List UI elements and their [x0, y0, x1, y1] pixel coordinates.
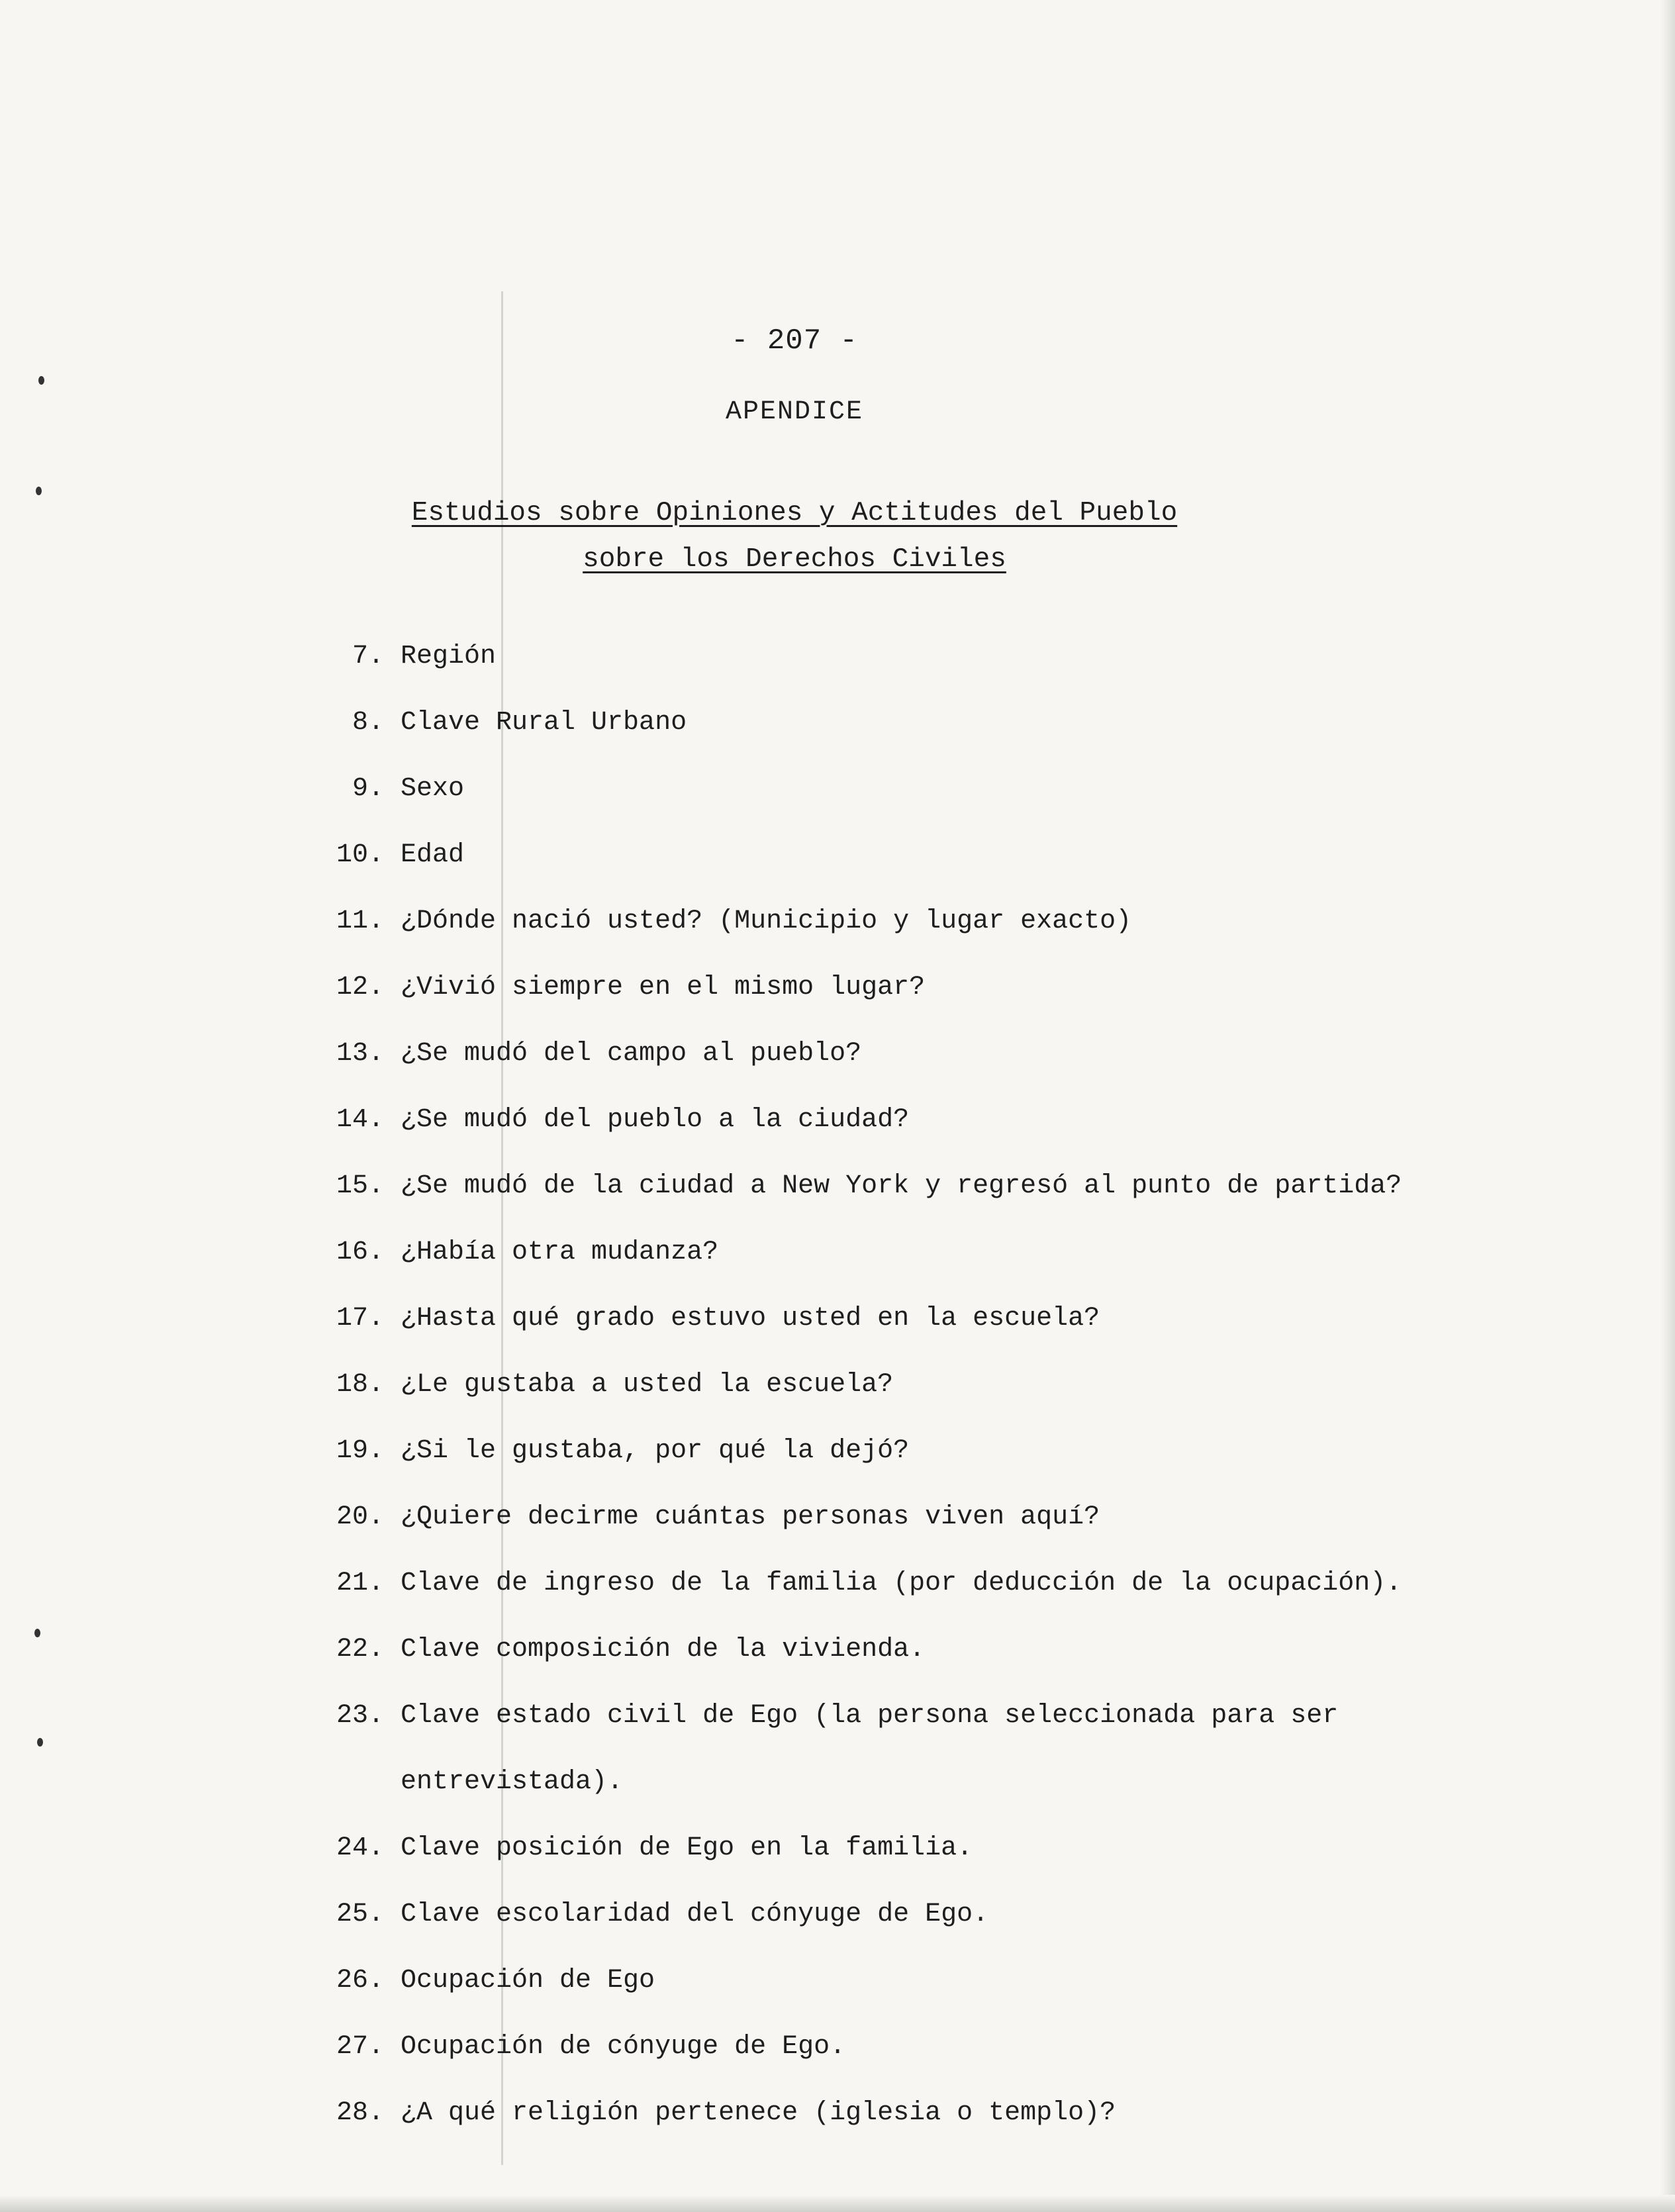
item-number: 28.: [336, 2098, 384, 2128]
item-text: Región: [401, 642, 497, 671]
item-number: 8.: [352, 708, 384, 738]
item-number: 23.: [336, 1701, 384, 1731]
item-text: Clave posición de Ego en la familia.: [401, 1833, 973, 1863]
item-text: Ocupación de Ego: [401, 1966, 655, 1996]
page-edge: [1660, 0, 1675, 2212]
list-item: [311, 1702, 1450, 1834]
item-number: 14.: [336, 1105, 384, 1135]
item-text: ¿Se mudó del pueblo a la ciudad?: [401, 1105, 910, 1135]
item-number: 17.: [336, 1304, 384, 1333]
item-number: 20.: [336, 1502, 384, 1532]
question-list: [311, 642, 1450, 2165]
item-number: 13.: [336, 1039, 384, 1069]
item-number: 9.: [352, 774, 384, 804]
punch-hole-mark: [34, 1629, 40, 1637]
item-text: ¿Se mudó del campo al pueblo?: [401, 1039, 862, 1069]
item-text: Ocupación de cónyuge de Ego.: [401, 2032, 846, 2062]
item-text: Sexo: [401, 774, 465, 804]
item-number: 15.: [336, 1171, 384, 1201]
item-text: Edad: [401, 840, 465, 870]
punch-hole-mark: [38, 376, 44, 385]
item-number: 25.: [336, 1899, 384, 1929]
item-number: 26.: [336, 1966, 384, 1996]
item-text: Clave Rural Urbano: [401, 708, 687, 738]
item-text: Clave escolaridad del cónyuge de Ego.: [401, 1899, 989, 1929]
item-number: 12.: [336, 973, 384, 1002]
subtitle-line-2: sobre los Derechos Civiles: [583, 544, 1006, 575]
item-text: ¿Le gustaba a usted la escuela?: [401, 1370, 894, 1400]
item-text-line-2: entrevistada).: [401, 1767, 624, 1797]
punch-hole-mark: [37, 1738, 43, 1747]
item-text-line-1: Clave estado civil de Ego (la persona seleccionada para ser: [401, 1701, 1339, 1731]
item-text: ¿A qué religión pertenece (iglesia o templo)?: [401, 2098, 1116, 2128]
page-heading: APENDICE: [725, 397, 864, 427]
list-item: [311, 2099, 1450, 2165]
subtitle-line-1: Estudios sobre Opiniones y Actitudes del Pueblo: [411, 498, 1178, 528]
item-text: ¿Quiere decirme cuántas personas viven aquí?: [401, 1502, 1100, 1532]
item-text: Clave composición de la vivienda.: [401, 1635, 926, 1664]
item-text: ¿Había otra mudanza?: [401, 1237, 719, 1267]
item-number: 7.: [352, 642, 384, 671]
punch-hole-mark: [36, 487, 42, 495]
page-edge: [0, 2195, 1675, 2212]
item-text: ¿Si le gustaba, por qué la dejó?: [401, 1436, 910, 1466]
item-number: 10.: [336, 840, 384, 870]
item-text: Clave de ingreso de la familia (por deducción de la ocupación).: [401, 1568, 1402, 1598]
item-number: 22.: [336, 1635, 384, 1664]
item-text: ¿Se mudó de la ciudad a New York y regresó al punto de partida?: [401, 1171, 1402, 1201]
item-number: 16.: [336, 1237, 384, 1267]
item-number: 21.: [336, 1568, 384, 1598]
item-number: 19.: [336, 1436, 384, 1466]
item-text: ¿Hasta qué grado estuvo usted en la escuela?: [401, 1304, 1100, 1333]
item-text: [401, 1683, 1433, 1815]
item-number: 24.: [336, 1833, 384, 1863]
page-number: - 207 -: [731, 324, 858, 358]
item-text: ¿Vivió siempre en el mismo lugar?: [401, 973, 926, 1002]
item-number: 11.: [336, 906, 384, 936]
item-text: ¿Dónde nació usted? (Municipio y lugar exacto): [401, 906, 1132, 936]
item-number: 18.: [336, 1370, 384, 1400]
item-number: 27.: [336, 2032, 384, 2062]
